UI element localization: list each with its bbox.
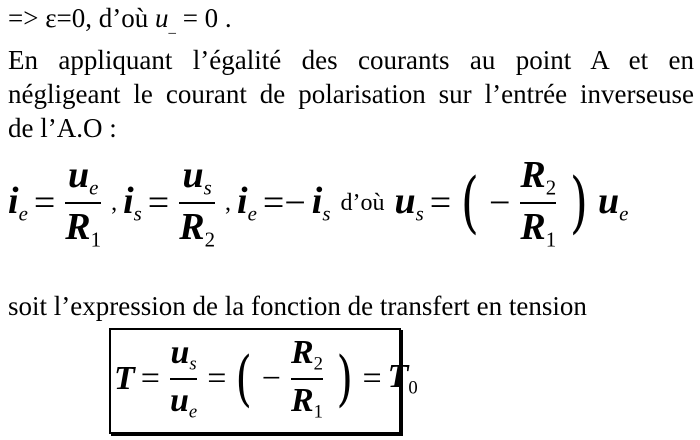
current-equation bbox=[8, 148, 628, 258]
ue-sub: e bbox=[619, 201, 629, 226]
us-var: u bbox=[394, 180, 416, 223]
left-paren: ( bbox=[461, 164, 480, 241]
fraction-r2-r1-boxed bbox=[290, 333, 324, 423]
frac1-den: R bbox=[65, 206, 91, 248]
us-sub: s bbox=[415, 201, 424, 226]
fraction-r2-r1 bbox=[520, 153, 557, 252]
t-frac1-num: u bbox=[170, 333, 190, 371]
paragraph-line-1: En appliquant l’égalité des courants au point A et en bbox=[8, 45, 694, 75]
ie2-sub: e bbox=[247, 201, 257, 226]
frac1-num: u bbox=[67, 153, 90, 196]
equals-minus: =− bbox=[262, 182, 306, 224]
t-minus-sign: − bbox=[261, 360, 281, 397]
equals-3: = bbox=[429, 182, 452, 224]
t-right-paren: ) bbox=[336, 344, 353, 414]
equals-t1: = bbox=[140, 360, 160, 397]
frac1-den-sub: 1 bbox=[90, 227, 102, 252]
T0-sub: 0 bbox=[408, 377, 418, 399]
minus-sign: − bbox=[488, 182, 511, 224]
frac2-num: u bbox=[182, 153, 204, 196]
comma-1: , bbox=[111, 189, 118, 216]
T0-var: T bbox=[387, 358, 409, 396]
frac2-den: R bbox=[179, 206, 205, 248]
t-frac2-den-sub: 1 bbox=[313, 401, 324, 423]
frac3-den-sub: 1 bbox=[545, 227, 557, 252]
epsilon-text: => ε=0, d’où bbox=[8, 3, 156, 33]
frac2-num-sub: s bbox=[203, 175, 212, 200]
fraction-us-ue bbox=[169, 333, 198, 423]
equals-1: = bbox=[33, 182, 56, 224]
is2-sub: s bbox=[322, 201, 331, 226]
frac3-num-sub: 2 bbox=[545, 175, 557, 200]
frac1-num-sub: e bbox=[89, 175, 99, 200]
paragraph-line-3: de l’A.O : bbox=[8, 113, 117, 143]
ue-var: u bbox=[597, 180, 620, 223]
equals-t3: = bbox=[362, 360, 382, 397]
frac2-den-sub: 2 bbox=[204, 227, 216, 252]
t-frac1-den-sub: e bbox=[188, 401, 198, 423]
ie2-var: i bbox=[237, 180, 248, 223]
u-minus-var: u bbox=[155, 3, 169, 33]
frac3-den: R bbox=[520, 206, 546, 248]
ie-var: i bbox=[8, 180, 19, 223]
u-minus-value: = 0 . bbox=[175, 3, 232, 33]
transfer-function-text: soit l’expression de la fonction de transfert en tension bbox=[8, 291, 587, 321]
fraction-ue-r1 bbox=[65, 153, 102, 252]
t-frac2-den: R bbox=[290, 382, 314, 419]
transfer-equation bbox=[114, 330, 418, 428]
equals-t2: = bbox=[207, 360, 227, 397]
equals-2: = bbox=[147, 182, 170, 224]
paragraph-line-2: négligeant le courant de polarisation sur l’entrée inverseuse bbox=[8, 79, 694, 109]
comma-2: , bbox=[225, 189, 232, 216]
u-minus-sub: _ bbox=[168, 20, 176, 37]
epsilon-line bbox=[8, 2, 232, 44]
frac3-num: R bbox=[520, 153, 546, 196]
fraction-bar bbox=[65, 202, 101, 204]
fraction-bar bbox=[179, 202, 215, 204]
t-frac1-num-sub: s bbox=[189, 353, 197, 375]
is-sub: s bbox=[133, 201, 142, 226]
ie-sub: e bbox=[18, 201, 28, 226]
fraction-us-r2 bbox=[179, 153, 216, 252]
t-left-paren: ( bbox=[235, 344, 253, 414]
is2-var: i bbox=[311, 180, 323, 223]
T-var: T bbox=[114, 360, 135, 397]
t-frac2-num-sub: 2 bbox=[313, 353, 324, 375]
fraction-bar bbox=[520, 202, 556, 204]
dou-text: d’où bbox=[340, 189, 385, 216]
fraction-bar bbox=[170, 378, 197, 380]
t-frac2-num: R bbox=[290, 333, 314, 371]
fraction-bar bbox=[291, 378, 323, 380]
is-var: i bbox=[123, 180, 134, 223]
t-frac1-den: u bbox=[169, 382, 189, 419]
right-paren: ) bbox=[570, 164, 589, 241]
